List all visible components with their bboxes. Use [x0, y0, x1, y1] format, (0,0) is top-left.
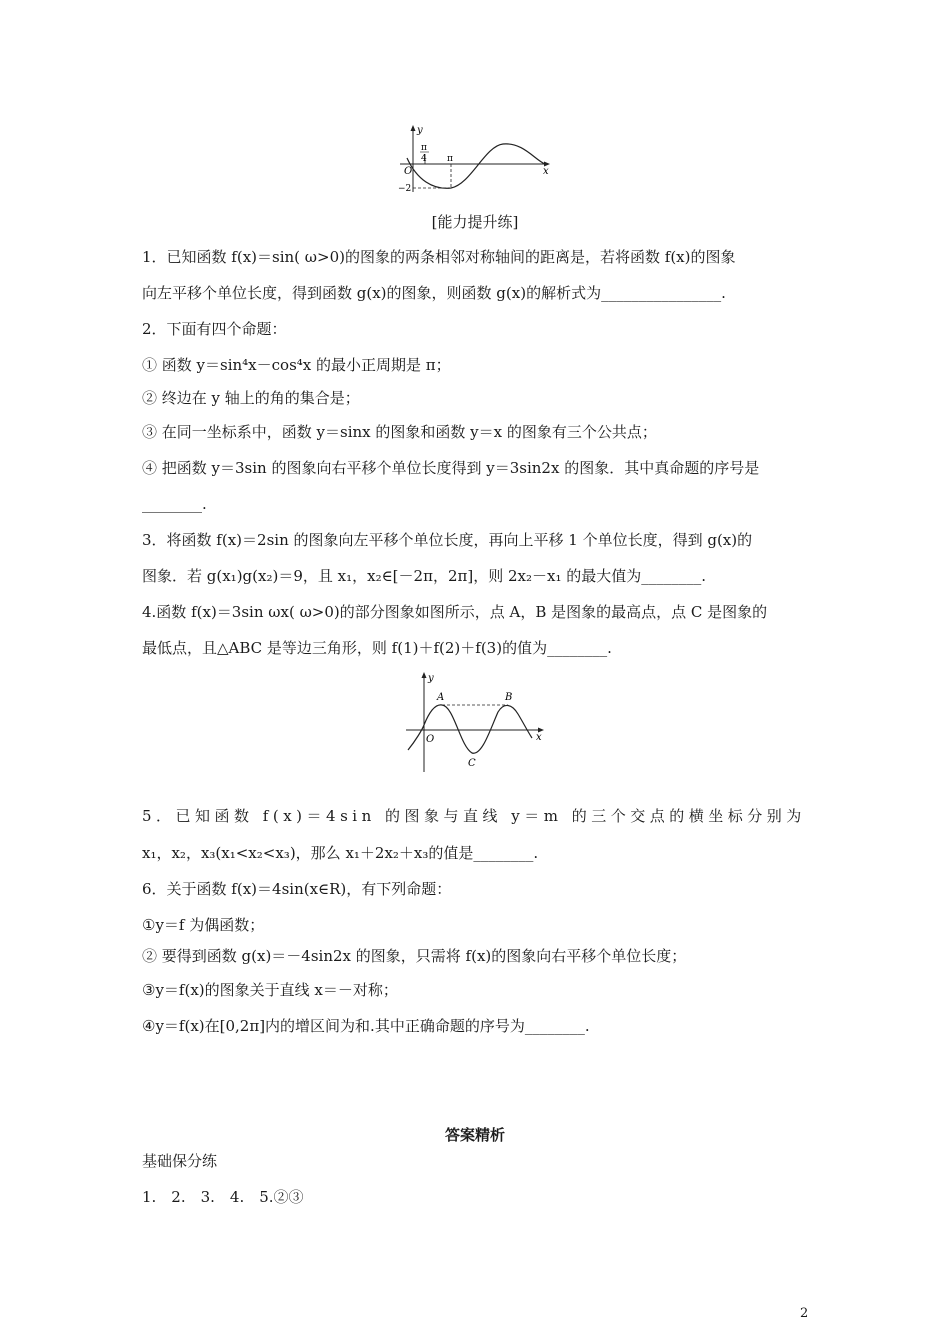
problem-line: 1．已知函数 f(x)＝sin( ω>0)的图象的两条相邻对称轴间的距离是，若将函数 f(x)的图象 [142, 248, 736, 266]
problem-line: ③y＝f(x)的图象关于直线 x＝－对称； [142, 981, 398, 999]
origin-label: O [404, 166, 413, 177]
problem-line: 6．关于函数 f(x)＝4sin(x∈R)，有下列命题： [142, 880, 452, 898]
point-a-label: A [437, 692, 445, 703]
problem-line: ③ 在同一坐标系中，函数 y＝sinx 的图象和函数 y＝x 的图象有三个公共点； [142, 423, 657, 441]
problem-line: 向左平移个单位长度，得到函数 g(x)的图象，则函数 g(x)的解析式为________________. [142, 284, 726, 302]
problem-line: 2．下面有四个命题： [142, 320, 287, 338]
answers-line: 1. 2. 3. 4. 5.②③ [142, 1188, 304, 1206]
point-b-label: B [505, 692, 513, 703]
answers-title: 答案精析 [444, 1126, 505, 1144]
page-number: 2 [800, 1306, 809, 1321]
problem-line: ①y＝f 为偶函数； [142, 916, 265, 934]
pi-over-4-numerator: π [421, 143, 427, 153]
problem-line: 图象．若 g(x₁)g(x₂)＝9，且 x₁，x₂∈[－2π，2π]，则 2x₂－x₁ 的最大值为________. [142, 567, 706, 585]
figure-sine-graph-1 [395, 122, 555, 194]
pi-label: π [447, 154, 453, 164]
y-axis-label: y [417, 125, 423, 136]
x-axis-label: x [543, 166, 549, 177]
figure-sine-graph-2 [402, 668, 552, 774]
answers-subtitle: 基础保分练 [142, 1152, 218, 1170]
minus-two-label: −2 [398, 184, 412, 194]
pi-over-4-denominator: 4 [421, 154, 427, 164]
problem-line: ④ 把函数 y＝3sin 的图象向右平移个单位长度得到 y＝3sin2x 的图象．其中真命题的序号是 [142, 459, 760, 477]
y-axis-label: y [428, 673, 434, 684]
problem-line: ④y＝f(x)在[0,2π]内的增区间为和.其中正确命题的序号为________. [142, 1017, 590, 1035]
problem-line: ② 终边在 y 轴上的角的集合是； [142, 389, 360, 407]
problem-line: 4.函数 f(x)＝3sin ωx( ω>0)的部分图象如图所示，点 A，B 是图象的最高点，点 C 是图象的 [142, 603, 768, 621]
problem-line: 3．将函数 f(x)＝2sin 的图象向左平移个单位长度，再向上平移 1 个单位长度，得到 g(x)的 [142, 531, 753, 549]
problem-line: ________. [142, 495, 207, 513]
x-axis-label: x [536, 732, 542, 743]
problem-line: 5．已知函数 f(x)＝4sin 的图象与直线 y＝m 的三个交点的横坐标分别为 [142, 807, 806, 825]
problem-line: ① 函数 y＝sin⁴x－cos⁴x 的最小正周期是 π； [142, 356, 451, 374]
section-heading-ability: [能力提升练] [431, 213, 519, 231]
problem-line: ② 要得到函数 g(x)＝－4sin2x 的图象，只需将 f(x)的图象向右平移个单位长度； [142, 947, 687, 965]
problem-line: 最低点，且△ABC 是等边三角形，则 f(1)＋f(2)＋f(3)的值为________. [142, 639, 612, 657]
point-c-label: C [468, 758, 476, 769]
problem-line: x₁，x₂，x₃(x₁<x₂<x₃)，那么 x₁＋2x₂＋x₃的值是________. [142, 844, 539, 862]
origin-label: O [426, 734, 435, 745]
